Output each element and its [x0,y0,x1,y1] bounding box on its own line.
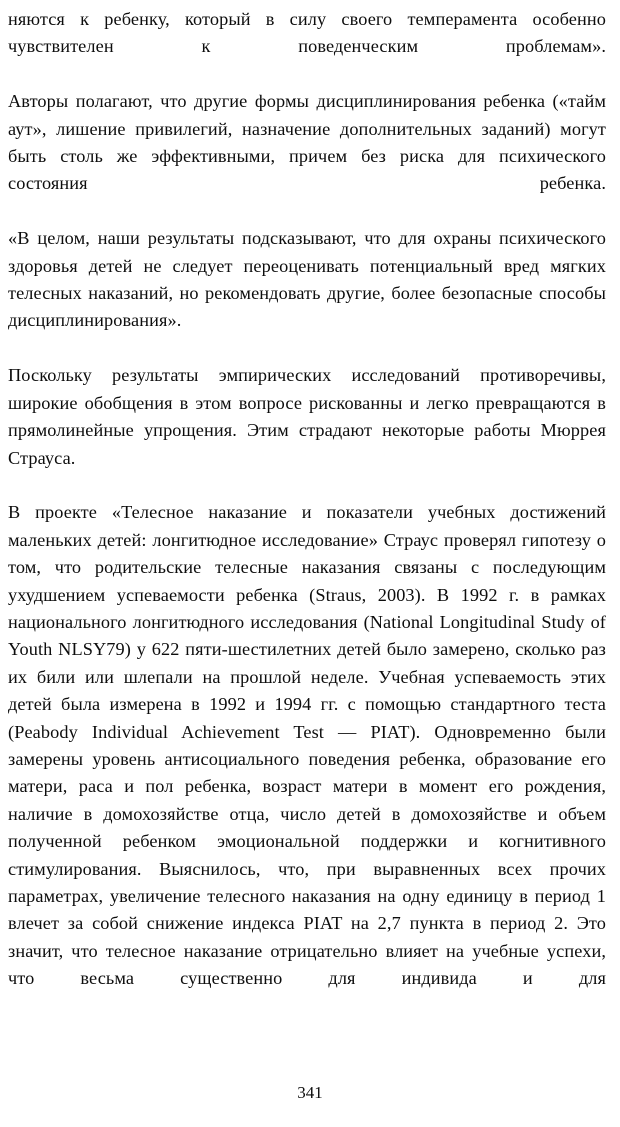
paragraph: В проекте «Телесное наказание и показатели учебных достижений маленьких детей: лонгитюдное исследование» Страус проверял гипотезу о том, что родительские телесные наказания связаны с последующим ухудшением успеваемости ребенка (Straus, 2003). В 1992 г. в рамках национального лонгитюдного исследования (National Longitudinal Study of Youth NLSY79) у 622 пяти-шестилетних детей было замерено, сколько раз их били или шлепали на прошлой неделе. Учебная успеваемость этих детей была измерена в 1992 и 1994 гг. с помощью стандартного теста (Peabody Individual Achievement Test — PIAT). Одновременно были замерены уровень антисоциального поведения ребенка, образование его матери, раса и пол ребенка, возраст матери в момент его рождения, наличие в домохозяйстве отца, число детей в домохозяйстве и объем полученной ребенком эмоциональной поддержки и когнитивного стимулирования. Выяснилось, что, при выравненных всех прочих параметрах, увеличение телесного наказания на одну единицу в период 1 влечет за собой снижение индекса PIAT на 2,7 пункта в период 2. Это значит, что телесное наказание отрицательно влияет на учебные успехи, что весьма существенно для индивида и для [8,502,606,989]
paragraph: «В целом, наши результаты подсказывают, что для охраны психического здоровья детей не следует переоценивать потенциальный вред мягких телесных наказаний, но рекомендовать другие, более безопасные способы дисциплинирования». [8,228,606,331]
paragraph: няются к ребенку, который в силу своего темперамента особенно чувствителен к поведенческим проблемам». [8,9,606,57]
page-body [8,6,606,1020]
paragraph: Поскольку результаты эмпирических исследований противоречивы, широкие обобщения в этом вопросе рискованны и легко превращаются в прямолинейные упрощения. Этим страдают некоторые работы Мюррея Страуса. [8,365,606,468]
page-number: 341 [297,1083,323,1102]
paragraph: Авторы полагают, что другие формы дисциплинирования ребенка («тайм аут», лишение привилегий, назначение дополнительных заданий) могут быть столь же эффективными, причем без риска для психического состояния ребенка. [8,91,606,194]
